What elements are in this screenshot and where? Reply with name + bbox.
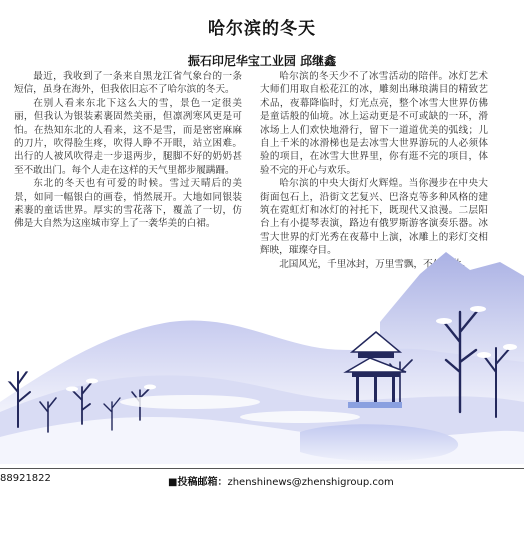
- paragraph: 东北的冬天也有可爱的时候。雪过天晴后的美景，如同一幅银白的画卷，悄然展开。大地如同银装素裹的童话世界。厚实的雪花落下，覆盖了一切，仿佛是大自然为这座城市穿上了一袭华美的白裙。: [14, 178, 242, 230]
- winter-landscape-illustration: [0, 252, 524, 464]
- footer-email[interactable]: zhenshinews@zhenshigroup.com: [227, 477, 394, 488]
- paragraph: 在别人看来东北下这么大的雪，景色一定很美丽，但我认为银装素裹固然美丽，但凛冽寒风更是可怕。在热知东北的人看来，这不是雪，而是密密麻麻的刀片，吹得脸生疼，吹得人睁不开眼，站立困难。出行的人被风吹得走一步退两步，腿脚不好的奶奶甚至不敢出门。每个人走在这样的天气里都步履蹒跚。: [14, 97, 242, 176]
- footer-phone: 88921822: [0, 473, 51, 484]
- footer-email-label: ■投稿邮箱：: [168, 477, 228, 488]
- paragraph: 北国风光，千里冰封，万里雪飘，不外乎此。: [279, 258, 472, 270]
- footer-divider: [0, 468, 524, 469]
- paragraph: 哈尔滨的中央大街灯火辉煌。当你漫步在中央大街面包石上，沿街文艺复兴、巴洛克等多种风格的建筑在霓虹灯和冰灯的衬托下，既现代又浪漫。二层阳台上有小提琴表演，路边有俄罗斯游客演奏乐器。冰雪大世界的灯光秀在夜幕中上演，冰雕上的彩灯交相辉映，璀璨夺目。: [260, 178, 488, 257]
- article-byline: 振石印尼华宝工业园 邱继鑫: [187, 54, 337, 68]
- footer-contribution: [168, 473, 394, 488]
- article-title: 哈尔滨的冬天: [208, 19, 316, 39]
- paragraph: 最近，我收到了一条来自黑龙江省气象台的一条短信，虽身在海外，但我依旧忘不了哈尔滨的冬天。: [14, 71, 242, 96]
- left-column: [14, 70, 242, 231]
- paragraph: 哈尔滨的冬天少不了冰雪活动的陪伴。冰灯艺术大师们用取自松花江的冰，雕刻出琳琅满目的精致艺术品，夜幕降临时，灯光点亮，整个冰雪大世界仿佛是童话般的仙境。冰上运动更是不可或缺的一环，滑冰场上人们欢快地滑行，留下一道道优美的弧线；儿自上千米的冰滑梯也是去冰雪大世界游玩的人必须体验的项目，在冰雪大世界里，你有逛不完的项目，体验不完的开心与欢乐。: [260, 71, 488, 176]
- right-column: [260, 70, 488, 271]
